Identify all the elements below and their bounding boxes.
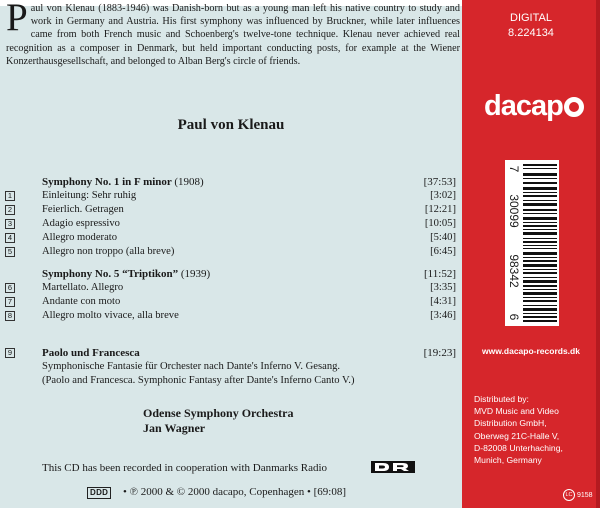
distributor-line: D-82008 Unterhaching, — [474, 442, 563, 453]
digital-label: DIGITAL — [510, 12, 552, 24]
logo-text-a: dac — [484, 90, 531, 122]
barcode-bars — [523, 164, 557, 322]
distributor-line: MVD Music and Video — [474, 406, 559, 417]
copyright-line: • ℗ 2000 & © 2000 dacapo, Copenhagen • [69:08] — [123, 486, 346, 498]
track-number: 1 — [5, 191, 15, 201]
work-duration: [11:52] — [424, 268, 456, 280]
dr-logo — [371, 461, 415, 473]
track-number: 6 — [5, 283, 15, 293]
work-title-symphony-1 — [42, 176, 204, 188]
ddd-badge: DDD — [87, 487, 111, 499]
track-title: Martellato. Allegro — [42, 282, 124, 293]
barcode-digit-group: 30099 — [507, 194, 521, 228]
track-title: Allegro non troppo (alla breve) — [42, 246, 175, 257]
track-duration: [6:45] — [430, 246, 456, 257]
label-code — [563, 489, 593, 501]
intro-dropcap: P — [6, 0, 28, 39]
composer-title: Paul von Klenau — [177, 117, 285, 133]
track-number: 5 — [5, 247, 15, 257]
work-title-text: Symphony No. 5 “Triptikon” — [42, 268, 179, 280]
logo-text-b: ap — [530, 90, 563, 122]
track-row — [0, 190, 462, 203]
work-duration: [37:53] — [423, 176, 456, 188]
track-duration: [3:02] — [430, 190, 456, 201]
track-number: 9 — [5, 348, 15, 358]
lc-icon: LC — [563, 489, 575, 501]
work-duration: [19:23] — [423, 347, 456, 359]
logo-o-ring — [564, 97, 584, 117]
track-title: Einleitung: Sehr ruhig — [42, 190, 137, 201]
website-link[interactable]: www.dacapo-records.dk — [482, 346, 580, 356]
work-title-text: Symphony No. 1 in F minor — [42, 176, 172, 188]
track-duration: [3:35] — [430, 282, 456, 293]
distributor-info — [474, 393, 563, 466]
track-title: Allegro moderato — [42, 232, 118, 243]
catalog-number: 8.224134 — [508, 27, 554, 39]
track-row — [0, 204, 462, 217]
work-year: (1939) — [180, 268, 211, 280]
track-row-paolo — [0, 347, 462, 360]
work-title-symphony-5 — [42, 268, 210, 280]
track-duration: [4:31] — [430, 296, 456, 307]
barcode-digit-group: 98342 — [507, 254, 521, 288]
distributor-line: Distribution GmbH, — [474, 418, 547, 429]
track-number: 8 — [5, 311, 15, 321]
dacapo-logo — [484, 90, 584, 123]
barcode-digit-group: 7 — [507, 165, 521, 173]
track-row — [0, 218, 462, 231]
intro-text: aul von Klenau (1883-1946) was Danish-born but as a young man left his native country to study and work in Germany and Austria. His first symphony was influenced by Bruckner, while later influences came from both French music and Schoenberg's twelve-tone technique. Klenau never achieved real recognition as a composer in Denmark, but held important conducting posts, for example at the Wiener Konzerthausgesellschaft, and belonged to Alban Berg's circle of friends. — [6, 3, 460, 67]
orchestra-name: Odense Symphony Orchestra — [143, 406, 294, 420]
track-duration: [10:05] — [424, 218, 456, 229]
work-subtitle-english: (Paolo and Francesca. Symphonic Fantasy after Dante's Inferno Canto V.) — [42, 375, 355, 386]
distributor-line: Distributed by: — [474, 394, 529, 404]
work-year: (1908) — [174, 176, 204, 188]
track-number: 2 — [5, 205, 15, 215]
work-title-paolo: Paolo und Francesca — [42, 347, 140, 359]
track-duration: [3:46] — [430, 310, 456, 321]
track-duration: [12:21] — [424, 204, 456, 215]
barcode-digit-group: 6 — [507, 313, 521, 321]
work-subtitle-german: Symphonische Fantasie für Orchester nach Dante's Inferno V. Gesang. — [42, 361, 341, 372]
track-title: Adagio espressivo — [42, 218, 120, 229]
track-title: Feierlich. Getragen — [42, 204, 124, 215]
barcode — [505, 160, 559, 326]
track-title: Allegro molto vivace, alla breve — [42, 310, 179, 321]
lc-number: 9158 — [576, 491, 593, 499]
track-row — [0, 296, 462, 309]
recording-note: This CD has been recorded in cooperation with Danmarks Radio — [42, 462, 328, 474]
distributor-line: Munich, Germany — [474, 455, 542, 466]
barcode-digits — [507, 160, 521, 326]
track-row — [0, 282, 462, 295]
spine-shade — [596, 0, 600, 508]
track-row — [0, 310, 462, 323]
label-panel — [462, 0, 600, 508]
track-row — [0, 232, 462, 245]
track-duration: [5:40] — [430, 232, 456, 243]
track-row — [0, 246, 462, 259]
conductor-name: Jan Wagner — [143, 421, 206, 435]
track-number: 4 — [5, 233, 15, 243]
intro-paragraph — [6, 2, 460, 68]
distributor-line: Oberweg 21C-Halle V, — [474, 430, 560, 441]
track-number: 3 — [5, 219, 15, 229]
track-number: 7 — [5, 297, 15, 307]
track-title: Andante con moto — [42, 296, 121, 307]
